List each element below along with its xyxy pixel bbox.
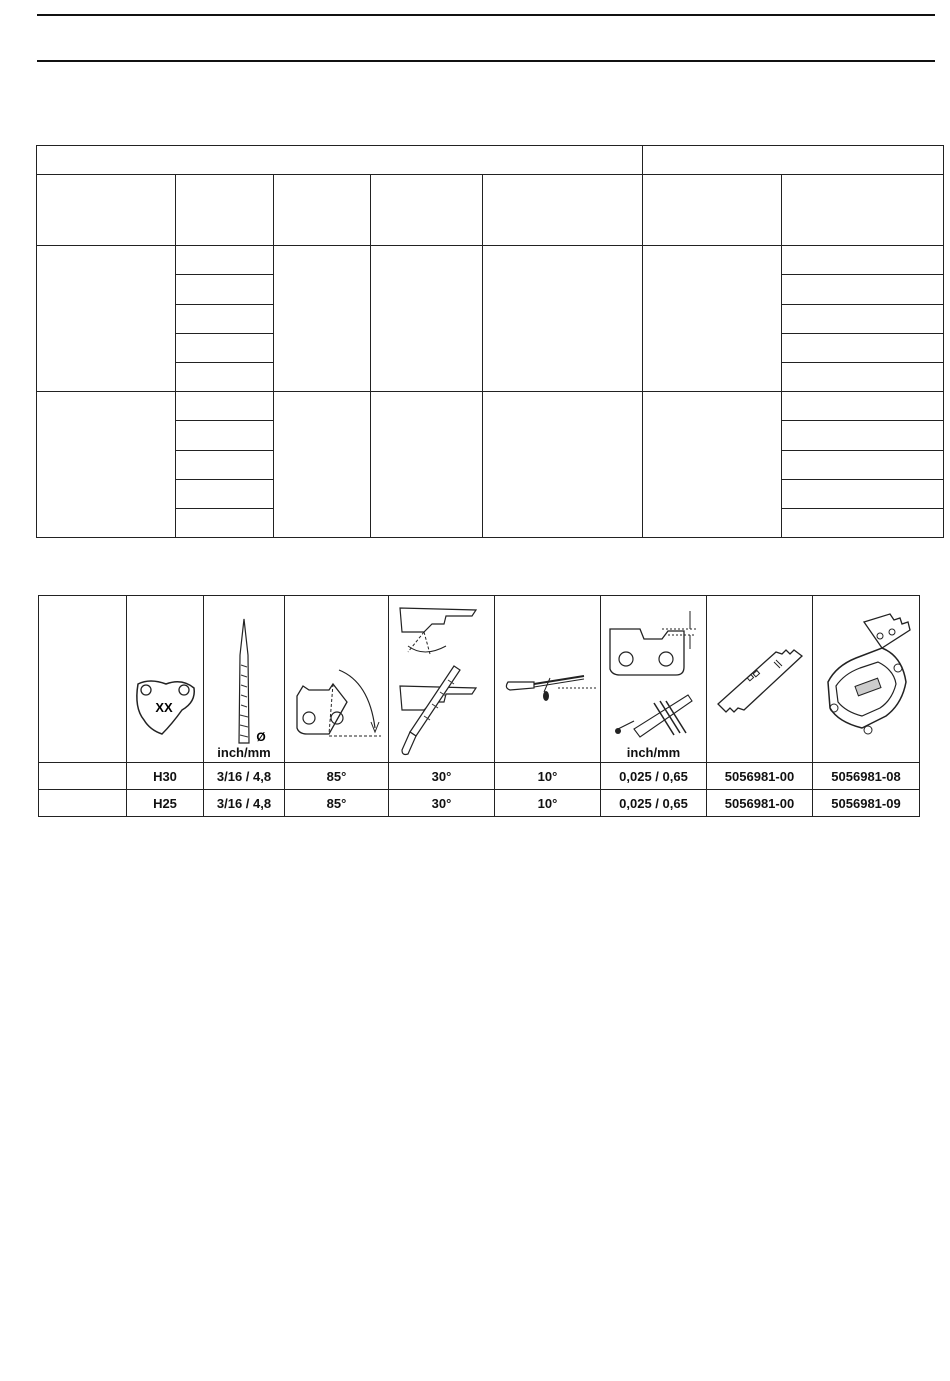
table-cell — [176, 451, 274, 480]
diameter-symbol: Ø — [256, 730, 266, 744]
table-cell — [782, 334, 944, 363]
table-cell — [782, 480, 944, 509]
round-file-icon — [214, 615, 274, 745]
file-diameter: 3/16 / 4,8 — [204, 763, 285, 790]
filing-angle: 30° — [389, 790, 495, 817]
depth-gauge-cell — [601, 596, 707, 763]
top-plate-angle-cell — [285, 596, 389, 763]
row-label-cell — [39, 763, 127, 790]
table-cell — [782, 246, 944, 275]
cutter-tooth-icon — [132, 676, 198, 738]
cutter-code: H25 — [127, 790, 204, 817]
table-cell — [37, 246, 176, 392]
depth-gauge-icon — [604, 609, 704, 745]
table-cell — [782, 363, 944, 392]
column-header-cell — [274, 175, 371, 246]
header-rule-bottom — [37, 60, 935, 62]
illustration-row — [39, 596, 920, 763]
table-row — [37, 175, 944, 246]
column-header-cell — [483, 175, 643, 246]
table-cell — [782, 305, 944, 334]
cutter-marking-cell — [127, 596, 204, 763]
tilt-angle-cell — [495, 596, 601, 763]
file-unit-label: inch/mm — [217, 745, 271, 760]
top-plate-angle: 85° — [285, 790, 389, 817]
top-plate-angle-icon — [289, 662, 385, 742]
column-header-cell — [176, 175, 274, 246]
column-header-cell — [643, 175, 782, 246]
file-cell — [204, 596, 285, 763]
table-row — [39, 763, 920, 790]
table-cell — [643, 246, 782, 392]
table-cell — [274, 392, 371, 538]
tilt-angle: 10° — [495, 763, 601, 790]
depth-tool-cell — [707, 596, 813, 763]
table-cell — [176, 509, 274, 538]
depth-gauge-tool-number: 5056981-00 — [707, 790, 813, 817]
depth-unit-label: inch/mm — [626, 745, 681, 760]
filing-angle: 30° — [389, 763, 495, 790]
table-cell — [371, 246, 483, 392]
table-cell — [37, 392, 176, 538]
table-row — [39, 790, 920, 817]
depth-gauge-tool-number: 5056981-00 — [707, 763, 813, 790]
table-cell — [176, 334, 274, 363]
filing-angle-icon — [394, 602, 490, 758]
table-cell — [483, 246, 643, 392]
column-header-cell — [371, 175, 483, 246]
table-cell — [782, 451, 944, 480]
table-cell — [176, 480, 274, 509]
row-label-cell — [39, 790, 127, 817]
group-header-cell — [643, 146, 944, 175]
tilt-angle-icon — [498, 658, 598, 718]
depth-gauge-setting: 0,025 / 0,65 — [601, 763, 707, 790]
tilt-angle: 10° — [495, 790, 601, 817]
depth-gauge-setting: 0,025 / 0,65 — [601, 790, 707, 817]
table-cell — [176, 275, 274, 305]
table-row — [37, 392, 944, 421]
file-gauge-number: 5056981-08 — [813, 763, 920, 790]
table-cell — [483, 392, 643, 538]
table-cell — [274, 246, 371, 392]
table-cell — [176, 305, 274, 334]
filing-angle-cell — [389, 596, 495, 763]
table-cell — [782, 392, 944, 421]
depth-gauge-tool-icon — [712, 632, 808, 728]
table-cell — [643, 392, 782, 538]
cutter-marking-label: XX — [155, 700, 173, 715]
table-row — [37, 246, 944, 275]
file-gauge-cell — [813, 596, 920, 763]
sharpening-table — [38, 595, 920, 817]
column-header-cell — [37, 175, 176, 246]
header-rule-top — [37, 14, 935, 16]
blank-header-cell — [39, 596, 127, 763]
table-cell — [782, 509, 944, 538]
table-cell — [782, 275, 944, 305]
column-header-cell — [782, 175, 944, 246]
table-cell — [371, 392, 483, 538]
file-gauge-number: 5056981-09 — [813, 790, 920, 817]
top-plate-angle: 85° — [285, 763, 389, 790]
group-header-cell — [37, 146, 643, 175]
table-cell — [176, 392, 274, 421]
chain-spec-table — [36, 145, 944, 538]
table-cell — [176, 363, 274, 392]
file-gauge-icon — [816, 612, 916, 742]
table-cell — [176, 246, 274, 275]
table-cell — [782, 421, 944, 451]
table-row — [37, 146, 944, 175]
table-cell — [176, 421, 274, 451]
file-diameter: 3/16 / 4,8 — [204, 790, 285, 817]
cutter-code: H30 — [127, 763, 204, 790]
